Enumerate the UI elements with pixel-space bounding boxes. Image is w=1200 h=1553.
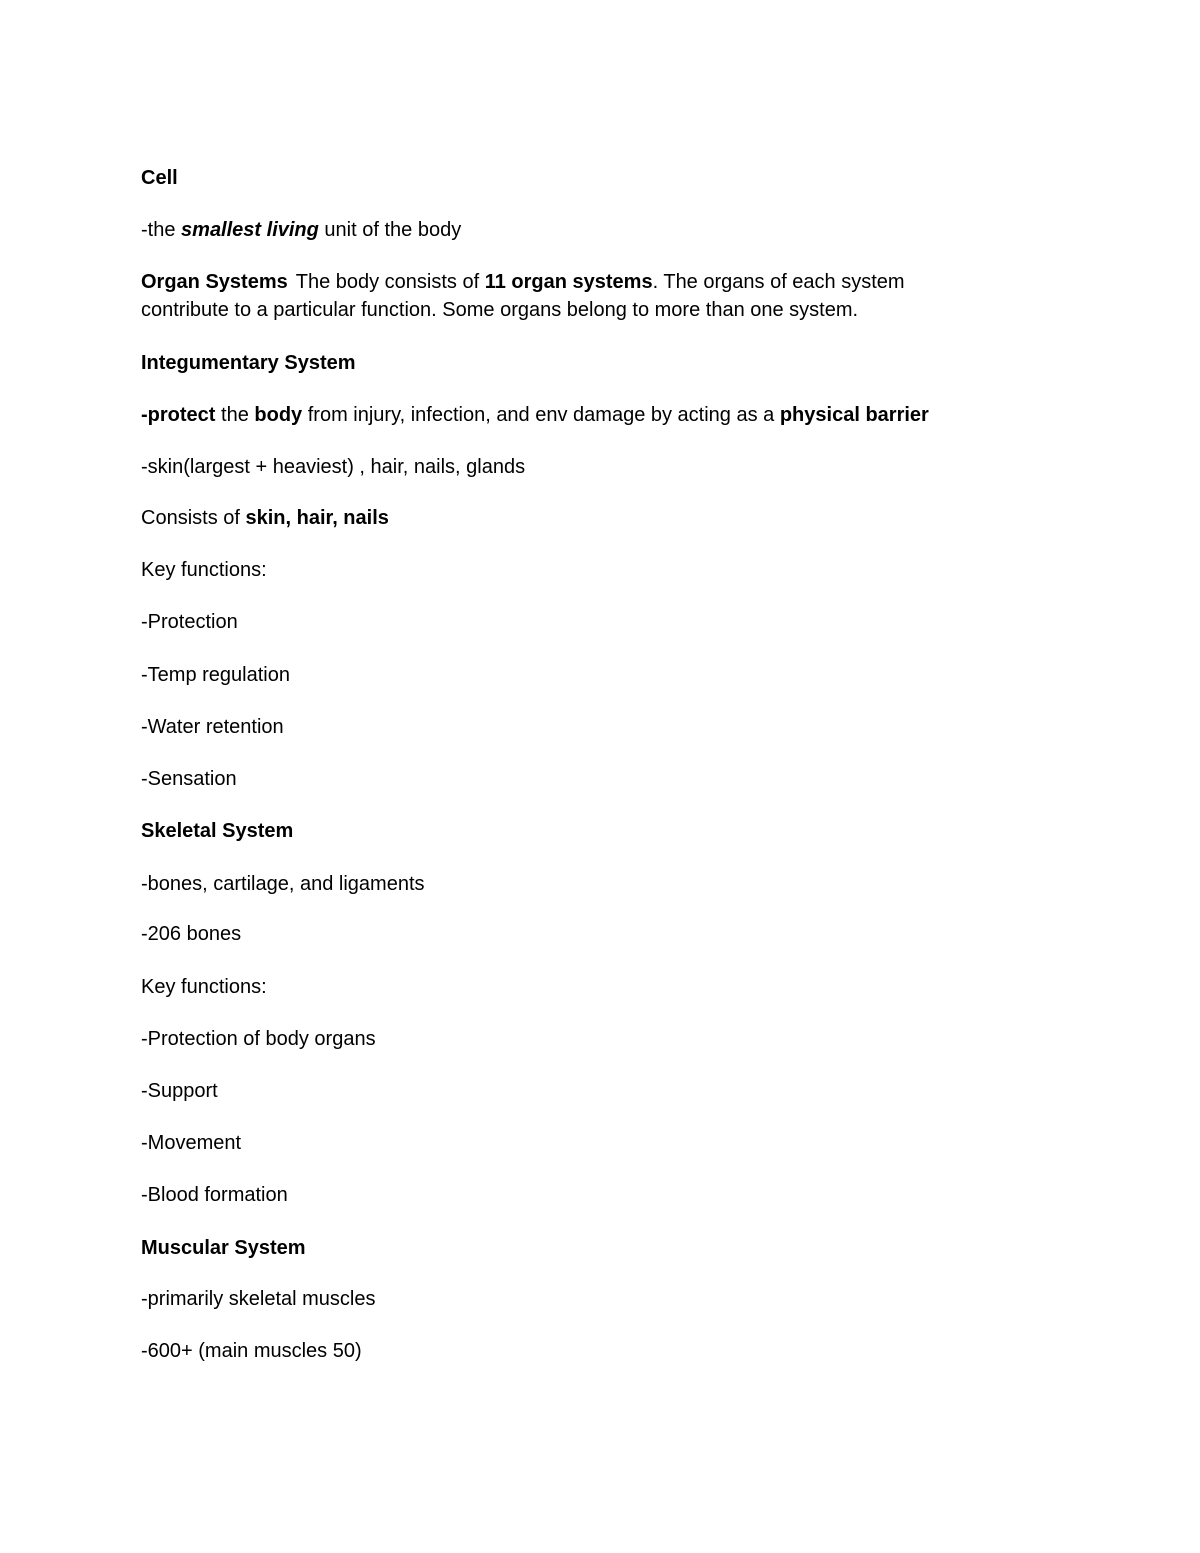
integumentary-function-item: -Water retention (141, 716, 284, 738)
cell-heading: Cell (141, 167, 178, 189)
protect-word: protect (147, 404, 216, 426)
integumentary-consists-line (141, 504, 1041, 532)
skeletal-heading: Skeletal System (141, 820, 294, 842)
skeletal-key-functions-label: Key functions: (141, 976, 267, 998)
skeletal-function-item: -Support (141, 1080, 218, 1102)
consists-prefix: Consists of (141, 507, 246, 529)
integumentary-function-item: -Temp regulation (141, 664, 290, 686)
consists-bold: skin, hair, nails (245, 507, 389, 529)
body-word: body (254, 404, 303, 426)
integumentary-function-item: -Protection (141, 611, 238, 633)
cell-definition (141, 216, 1041, 244)
protect-text-1: the (215, 404, 255, 426)
muscular-line: -600+ (main muscles 50) (141, 1340, 362, 1362)
skeletal-function-item: -Movement (141, 1132, 242, 1154)
protect-text-2: from injury, infection, and env damage by acting as a (302, 404, 780, 426)
organ-systems-paragraph-line-1 (141, 268, 1041, 296)
physical-barrier-word: physical barrier (779, 404, 929, 426)
skeletal-line: -bones, cartilage, and ligaments (141, 873, 425, 895)
organ-systems-paragraph-line-2: contribute to a particular function. Some organs belong to more than one system. (141, 299, 859, 321)
skeletal-line: -206 bones (141, 923, 242, 945)
integumentary-protect-line (141, 401, 1041, 429)
organ-systems-text-1: The body consists of (295, 271, 485, 293)
cell-def-emphasis: smallest living (181, 219, 319, 241)
muscular-line: -primarily skeletal muscles (141, 1288, 376, 1310)
integumentary-key-functions-label: Key functions: (141, 559, 267, 581)
protect-dash: - (141, 404, 148, 426)
organ-systems-heading: Organ Systems (141, 271, 288, 293)
integumentary-heading: Integumentary System (141, 352, 356, 374)
skeletal-function-item: -Blood formation (141, 1184, 288, 1206)
muscular-heading: Muscular System (141, 1237, 306, 1259)
cell-def-suffix: unit of the body (318, 219, 462, 241)
integumentary-skin-line: -skin(largest + heaviest) , hair, nails, glands (141, 456, 526, 478)
organ-systems-text-2: . The organs of each system (652, 271, 905, 293)
integumentary-function-item: -Sensation (141, 768, 237, 790)
organ-systems-count: 11 organ systems (484, 271, 653, 293)
cell-def-prefix: -the (141, 219, 182, 241)
skeletal-function-item: -Protection of body organs (141, 1028, 376, 1050)
